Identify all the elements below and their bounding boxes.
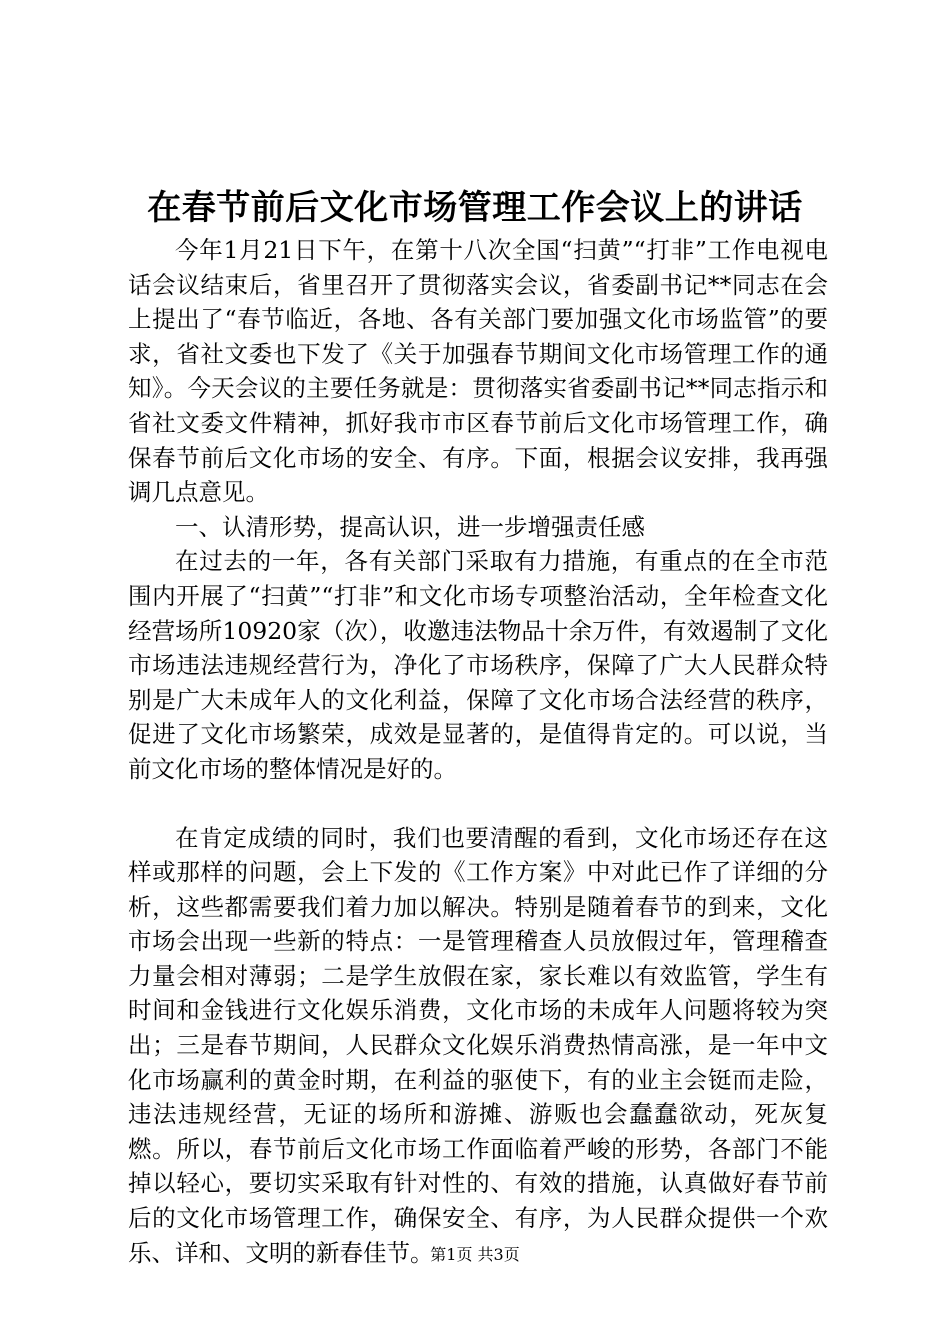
- paragraph-achievements: 在过去的一年，各有关部门采取有力措施，有重点的在全市范围内开展了“扫黄”“打非”和文化市场专项整治活动，全年检查文化经营场所10920家（次），收邀违法物品十余万件，有效遏制了文化市场违法违规经营行为，净化了市场秩序，保障了广大人民群众特别是广大未成年人的文化利益，保障了文化市场合法经营的秩序，促进了文化市场繁荣，成效是显著的，是值得肯定的。可以说，当前文化市场的整体情况是好的。: [128, 547, 828, 783]
- paragraph-problems: 在肯定成绩的同时，我们也要清醒的看到，文化市场还存在这样或那样的问题，会上下发的《工作方案》中对此已作了详细的分析，这些都需要我们着力加以解决。特别是随着春节的到来，文化市场会出现一些新的特点：一是管理稽查人员放假过年，管理稽查力量会相对薄弱；二是学生放假在家，家长难以有效监管，学生有时间和金钱进行文化娱乐消费，文化市场的未成年人问题将较为突出；三是春节期间，人民群众文化娱乐消费热情高涨，是一年中文化市场赢利的黄金时期，在利益的驱使下，有的业主会铤而走险，违法违规经营，无证的场所和游摊、游贩也会蠢蠢欲动，死灰复燃。所以，春节前后文化市场工作面临着严峻的形势，各部门不能掉以轻心，要切实采取有针对性的、有效的措施，认真做好春节前后的文化市场管理工作，确保安全、有序，为人民群众提供一个欢乐、详和、文明的新春佳节。: [128, 823, 828, 1267]
- section-heading: 一、认清形势，提高认识，进一步增强责任感: [175, 512, 645, 541]
- document-title: 在春节前后文化市场管理工作会议上的讲话: [147, 188, 803, 228]
- page-number-footer: 第1页 共3页: [430, 1245, 520, 1264]
- document-body: [128, 233, 828, 1270]
- paragraph-intro: 今年1月21日下午，在第十八次全国“扫黄”“打非”工作电视电话会议结束后，省里召开了贯彻落实会议，省委副书记**同志在会上提出了“春节临近，各地、各有关部门要加强文化市场监管”的要求，省社文委也下发了《关于加强春节期间文化市场管理工作的通知》。今天会议的主要任务就是：贯彻落实省委副书记**同志指示和省社文委文件精神，抓好我市市区春节前后文化市场管理工作，确保春节前后文化市场的安全、有序。下面，根据会议安排，我再强调几点意见。: [128, 236, 828, 507]
